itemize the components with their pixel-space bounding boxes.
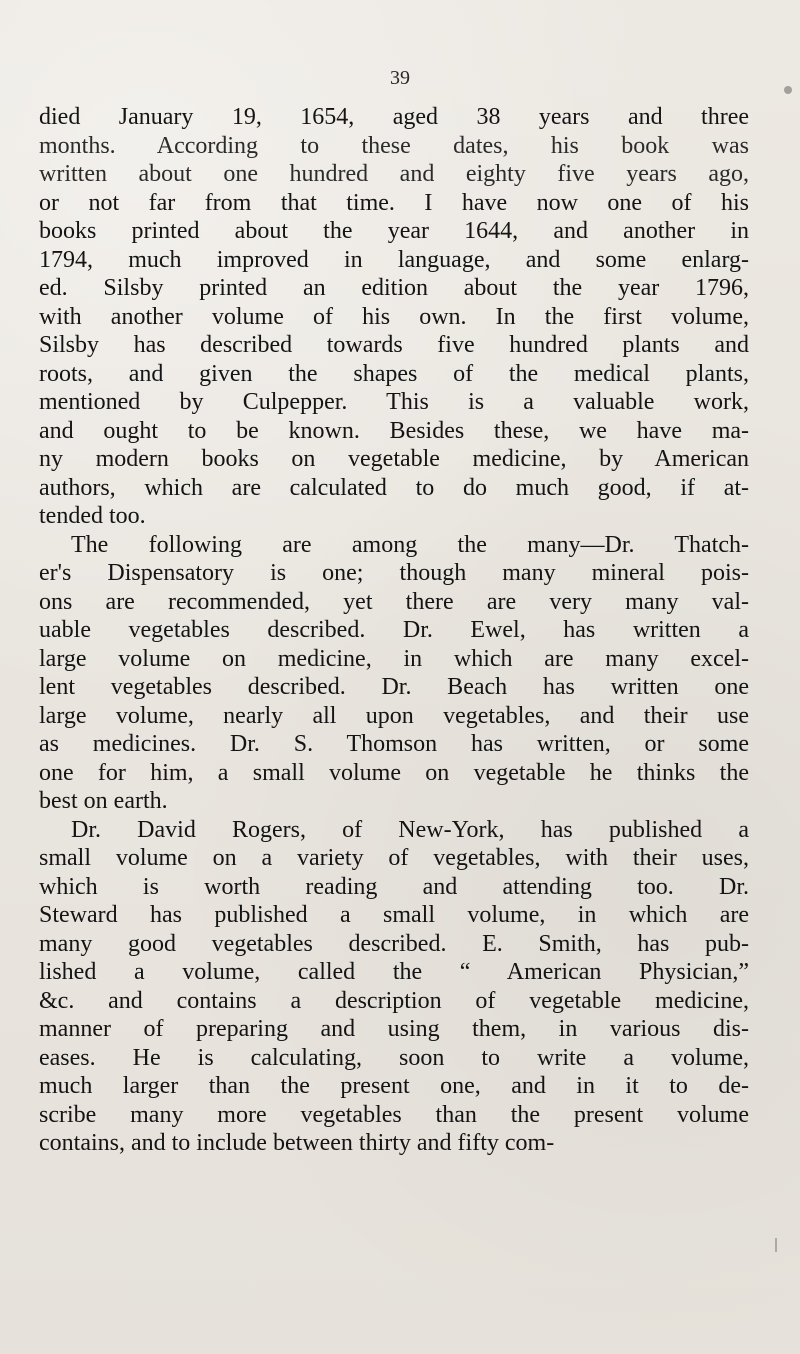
- text-line: scribe many more vegetables than the present volume: [39, 1101, 749, 1128]
- text-line: and ought to be known. Besides these, we have ma-: [39, 417, 749, 444]
- text-line: ny modern books on vegetable medicine, by American: [39, 446, 749, 472]
- text-line: died January 19, 1654, aged 38 years and three: [39, 104, 749, 130]
- text-line: 1794, much improved in language, and some enlarg-: [39, 246, 749, 273]
- text-line: lished a volume, called the “ American Physician,”: [39, 959, 749, 985]
- text-line: Steward has published a small volume, in which are: [39, 902, 749, 928]
- page-number: 39: [390, 67, 410, 89]
- text-line: &c. and contains a description of vegetable medicine,: [39, 987, 749, 1014]
- text-line: ed. Silsby printed an edition about the year 1796,: [39, 275, 749, 301]
- text-line: tended too.: [39, 503, 146, 529]
- text-line: written about one hundred and eighty five years ago,: [39, 161, 749, 187]
- text-line: lent vegetables described. Dr. Beach has written one: [39, 674, 749, 700]
- text-line: eases. He is calculating, soon to write a volume,: [39, 1044, 749, 1071]
- text-line: much larger than the present one, and in it to de-: [39, 1073, 749, 1099]
- text-line: large volume on medicine, in which are many excel-: [39, 645, 749, 672]
- text-line: roots, and given the shapes of the medical plants,: [39, 360, 749, 387]
- text-line: or not far from that time. I have now one of his: [39, 189, 749, 216]
- text-line: which is worth reading and attending too. Dr.: [39, 873, 749, 900]
- text-line: books printed about the year 1644, and another in: [39, 218, 749, 244]
- text-line: Dr. David Rogers, of New-York, has published a: [71, 816, 749, 843]
- page-body-text: [39, 103, 749, 1158]
- text-line: months. According to these dates, his book was: [39, 132, 749, 159]
- scan-speck: [784, 86, 792, 94]
- text-line: The following are among the many—Dr. Thatch-: [71, 531, 749, 558]
- text-line: large volume, nearly all upon vegetables, and their use: [39, 702, 749, 729]
- text-line: authors, which are calculated to do much good, if at-: [39, 474, 749, 501]
- text-line: ons are recommended, yet there are very many val-: [39, 588, 749, 615]
- text-line: manner of preparing and using them, in various dis-: [39, 1016, 749, 1042]
- text-line: as medicines. Dr. S. Thomson has written, or some: [39, 731, 749, 757]
- text-line: best on earth.: [39, 788, 168, 814]
- text-line: er's Dispensatory is one; though many mineral pois-: [39, 560, 749, 586]
- text-line: many good vegetables described. E. Smith, has pub-: [39, 930, 749, 957]
- text-line: one for him, a small volume on vegetable he thinks the: [39, 759, 749, 786]
- text-line: uable vegetables described. Dr. Ewel, has written a: [39, 617, 749, 643]
- text-line: mentioned by Culpepper. This is a valuable work,: [39, 389, 749, 415]
- text-line: small volume on a variety of vegetables, with their uses,: [39, 845, 749, 871]
- text-line: Silsby has described towards five hundred plants and: [39, 332, 749, 358]
- scan-mark: [775, 1238, 777, 1252]
- text-line: contains, and to include between thirty and fifty com-: [39, 1130, 555, 1156]
- text-line: with another volume of his own. In the first volume,: [39, 303, 749, 330]
